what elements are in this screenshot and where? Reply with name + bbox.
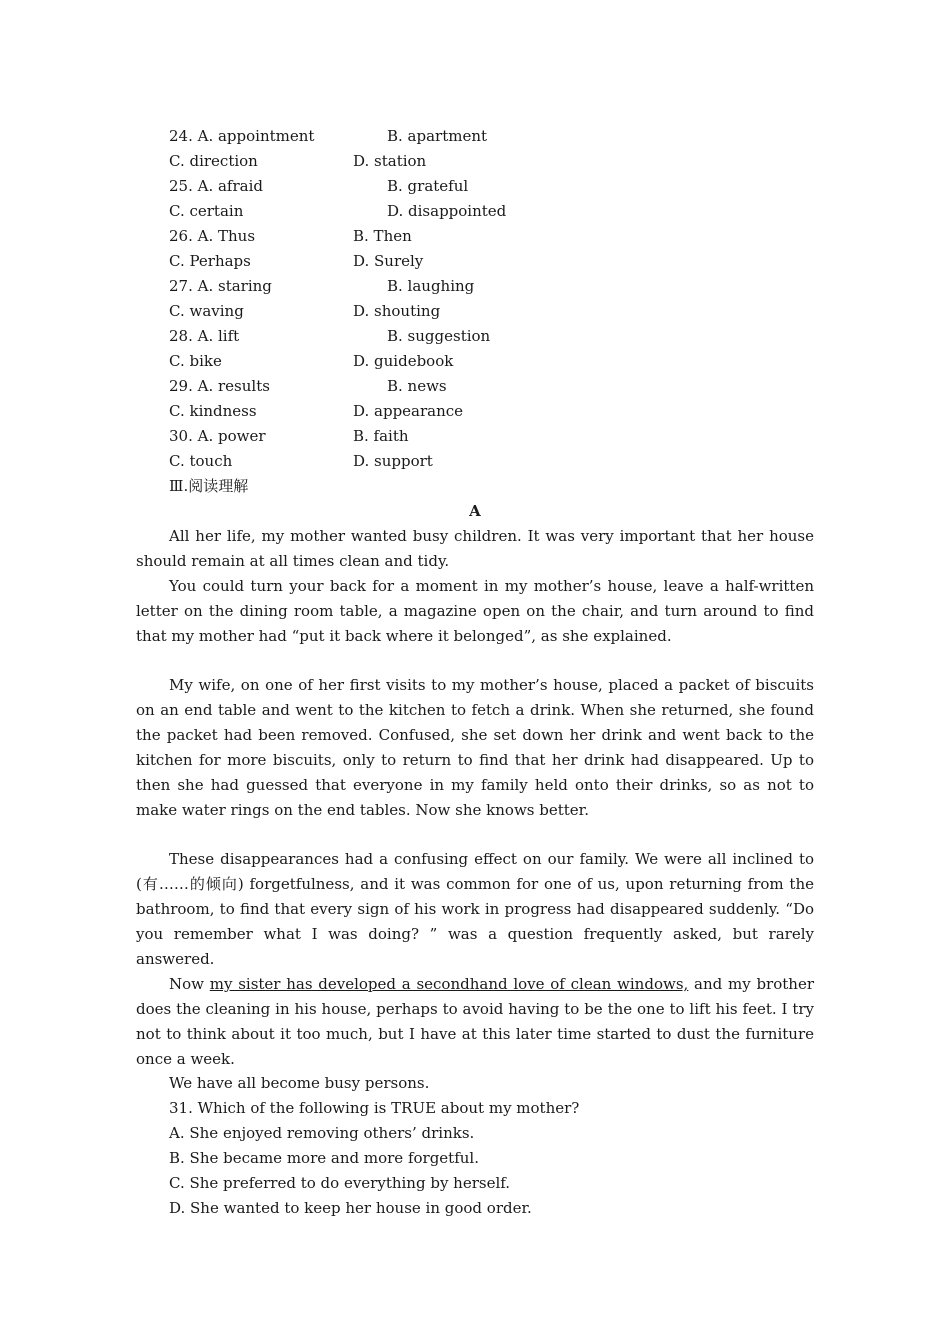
- option-25-c: C. certain: [169, 202, 244, 220]
- option-29-a: 29. A. results: [169, 377, 270, 395]
- option-27-d: D. shouting: [353, 302, 441, 320]
- option-row-30-ab: [169, 424, 409, 449]
- option-row-24-cd: [169, 149, 427, 174]
- question-31-choice-a: A. She enjoyed removing others’ drinks.: [169, 1124, 475, 1142]
- option-row-27-cd: [169, 299, 441, 324]
- option-26-c: C. Perhaps: [169, 252, 251, 270]
- option-row-24-ab: [169, 124, 488, 149]
- underlined-sentence: my sister has developed a secondhand love of clean windows,: [209, 975, 689, 993]
- question-31-choice-b: B. She became more and more forgetful.: [169, 1149, 479, 1167]
- paragraph-6: We have all become busy persons.: [169, 1074, 430, 1092]
- question-31-choice-c: C. She preferred to do everything by herself.: [169, 1174, 511, 1192]
- option-30-a: 30. A. power: [169, 427, 266, 445]
- paragraph-1: All her life, my mother wanted busy children. It was very important that her house should remain at all times clean and tidy.: [136, 527, 814, 570]
- option-30-c: C. touch: [169, 452, 233, 470]
- option-row-28-ab: [169, 324, 491, 349]
- option-row-26-cd: [169, 249, 424, 274]
- option-26-a: 26. A. Thus: [169, 227, 256, 245]
- option-30-b: B. faith: [353, 427, 409, 445]
- option-25-b: B. grateful: [387, 177, 469, 195]
- option-row-27-ab: [169, 274, 475, 299]
- section-heading: Ⅲ.阅读理解: [169, 477, 249, 495]
- option-row-29-cd: [169, 399, 464, 424]
- option-29-b: B. news: [387, 377, 447, 395]
- question-31-stem: 31. Which of the following is TRUE about my mother?: [169, 1099, 580, 1117]
- option-26-d: D. Surely: [353, 252, 424, 270]
- question-31-choice-d: D. She wanted to keep her house in good order.: [169, 1199, 532, 1217]
- option-27-a: 27. A. staring: [169, 277, 272, 295]
- option-24-a: 24. A. appointment: [169, 127, 315, 145]
- option-row-30-cd: [169, 449, 433, 474]
- paragraph-3: My wife, on one of her first visits to my mother’s house, placed a packet of biscuits on an end table and went to the kitchen to fetch a drink. When she returned, she found the packet had been removed. Confused, she set down her drink and went back to the kitchen for more biscuits, only to return to find that her drink had disappeared. Up to then she had guessed that everyone in my family held onto their drinks, so as not to make water rings on the end tables. Now she knows better.: [136, 676, 814, 819]
- option-row-26-ab: [169, 224, 412, 249]
- option-25-a: 25. A. afraid: [169, 177, 263, 195]
- option-26-b: B. Then: [353, 227, 412, 245]
- option-27-c: C. waving: [169, 302, 244, 320]
- paragraph-2: You could turn your back for a moment in my mother’s house, leave a half-written letter on the dining room table, a magazine open on the chair, and turn around to find that my mother had “put it back where it belonged”, as she explained.: [136, 577, 814, 645]
- passage-title: A: [469, 502, 481, 520]
- option-28-b: B. suggestion: [387, 327, 491, 345]
- option-row-25-ab: [169, 174, 469, 199]
- paragraph-5: [136, 972, 814, 1072]
- option-row-29-ab: [169, 374, 447, 399]
- option-28-a: 28. A. lift: [169, 327, 240, 345]
- option-30-d: D. support: [353, 452, 433, 470]
- option-24-d: D. station: [353, 152, 427, 170]
- paragraph-4: These disappearances had a confusing effect on our family. We were all inclined to (有……的倾向) forgetfulness, and it was common for one of us, upon returning from the bathroom, to find that every sign of his work in progress had disappeared suddenly. “Do you remember what I was doing? ” was a question frequently asked, but rarely answered.: [136, 850, 814, 968]
- option-29-c: C. kindness: [169, 402, 257, 420]
- paragraph-5-rest: and my brother does the cleaning in his house, perhaps to avoid having to be the one to lift his feet. I try not to think about it too much, but I have at this later time started to dust the furniture once a week.: [136, 975, 814, 1068]
- option-25-d: D. disappointed: [387, 202, 507, 220]
- option-24-b: B. apartment: [387, 127, 488, 145]
- option-row-25-cd: [169, 199, 507, 224]
- option-row-28-cd: [169, 349, 454, 374]
- option-28-c: C. bike: [169, 352, 222, 370]
- option-27-b: B. laughing: [387, 277, 475, 295]
- option-24-c: C. direction: [169, 152, 258, 170]
- option-29-d: D. appearance: [353, 402, 464, 420]
- paragraph-5-lead: Now: [169, 975, 210, 993]
- option-28-d: D. guidebook: [353, 352, 454, 370]
